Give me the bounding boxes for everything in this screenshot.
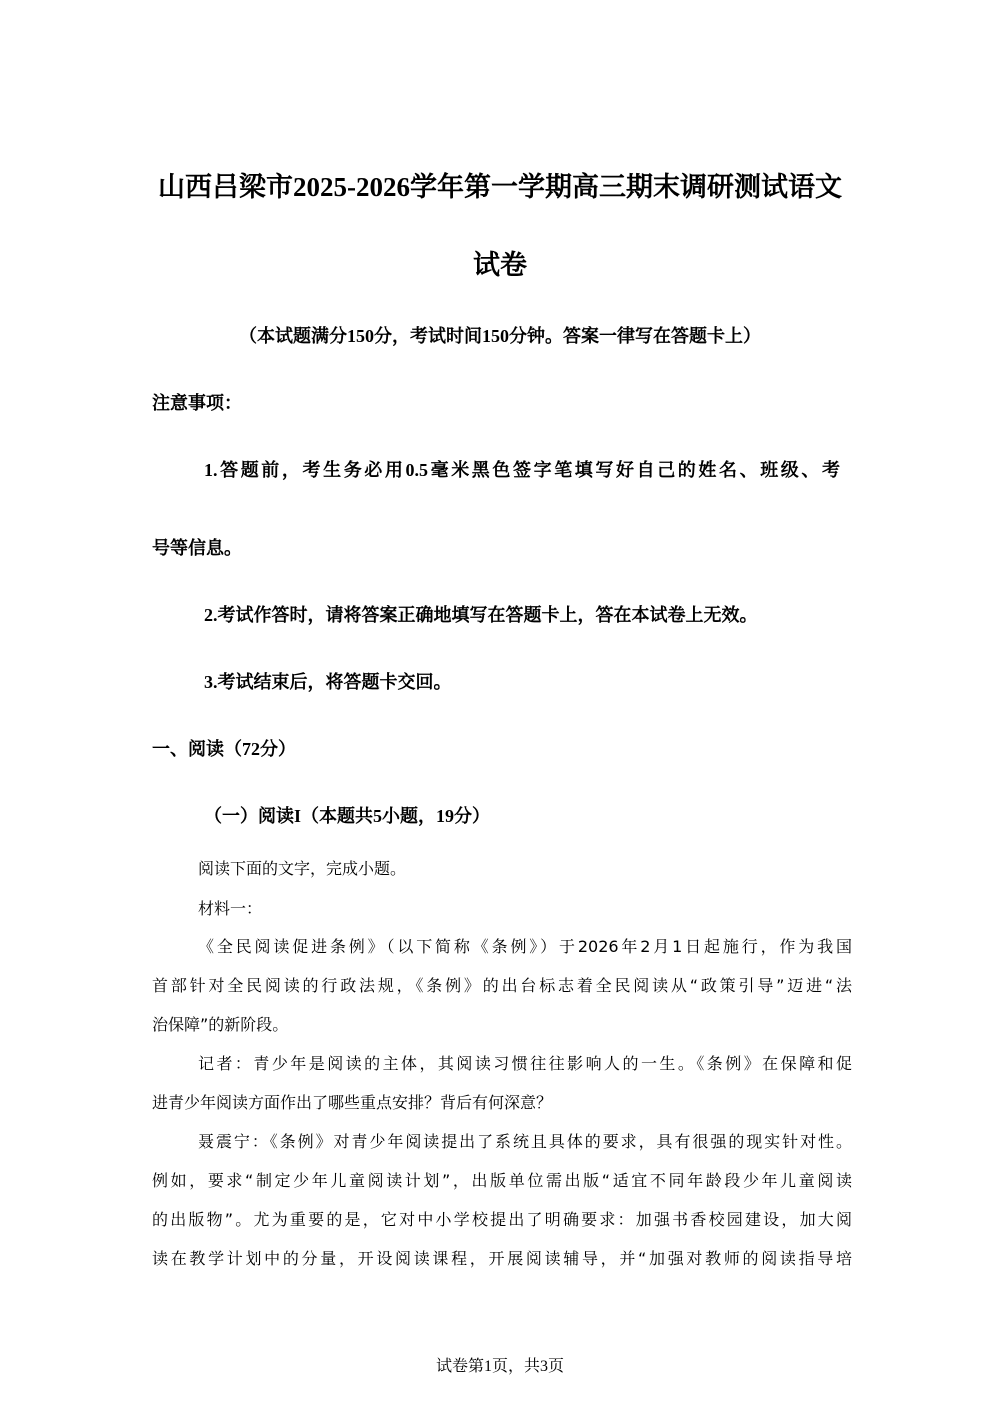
paragraph-line: 聂震宁：《条例》对青少年阅读提出了系统且具体的要求，具有很强的现实针对性。	[198, 1132, 852, 1151]
instruction-text: 阅读下面的文字，完成小题。	[198, 859, 407, 878]
section-heading: 一、阅读（72分）	[152, 739, 296, 759]
page-footer: 试卷第1页，共3页	[435, 1358, 564, 1375]
page-title-line1: 山西吕梁市2025-2026学年第一学期高三期末调研测试语文	[158, 172, 842, 202]
notice-item-2: 2.考试作答时，请将答案正确地填写在答题卡上，答在本试卷上无效。	[204, 605, 758, 625]
paragraph-line: 进青少年阅读方面作出了哪些重点安排？背后有何深意？	[152, 1093, 553, 1112]
page-title-line2: 试卷	[473, 250, 527, 280]
paragraph-line: 首部针对全民阅读的行政法规，《条例》的出台标志着全民阅读从“政策引导”迈进“法	[152, 976, 852, 995]
exam-info: （本试题满分150分，考试时间150分钟。答案一律写在答题卡上）	[239, 326, 761, 346]
notice-item-3: 3.考试结束后，将答题卡交回。	[204, 672, 452, 692]
notice-item-1-line2: 号等信息。	[152, 538, 242, 558]
paragraph-line: 例如，要求“制定少年儿童阅读计划”，出版单位需出版“适宜不同年龄段少年儿童阅读	[152, 1171, 852, 1190]
paragraph-line: 的出版物”。尤为重要的是，它对中小学校提出了明确要求：加强书香校园建设，加大阅	[152, 1210, 852, 1229]
paragraph-line: 记者：青少年是阅读的主体，其阅读习惯往往影响人的一生。《条例》在保障和促	[198, 1054, 852, 1073]
notice-heading: 注意事项：	[152, 393, 242, 413]
paragraph-line: 《全民阅读促进条例》（以下简称《条例》）于2026年2月1日起施行，作为我国	[198, 937, 852, 956]
paragraph-line: 治保障”的新阶段。	[152, 1015, 289, 1034]
notice-item-1-line1: 1.答题前，考生务必用0.5毫米黑色签字笔填写好自己的姓名、班级、考	[204, 460, 840, 480]
section-subheading: （一）阅读I（本题共5小题，19分）	[204, 806, 491, 826]
material-label: 材料一：	[198, 899, 263, 918]
paragraph-line: 读在教学计划中的分量，开设阅读课程，开展阅读辅导，并“加强对教师的阅读指导培	[152, 1249, 852, 1268]
